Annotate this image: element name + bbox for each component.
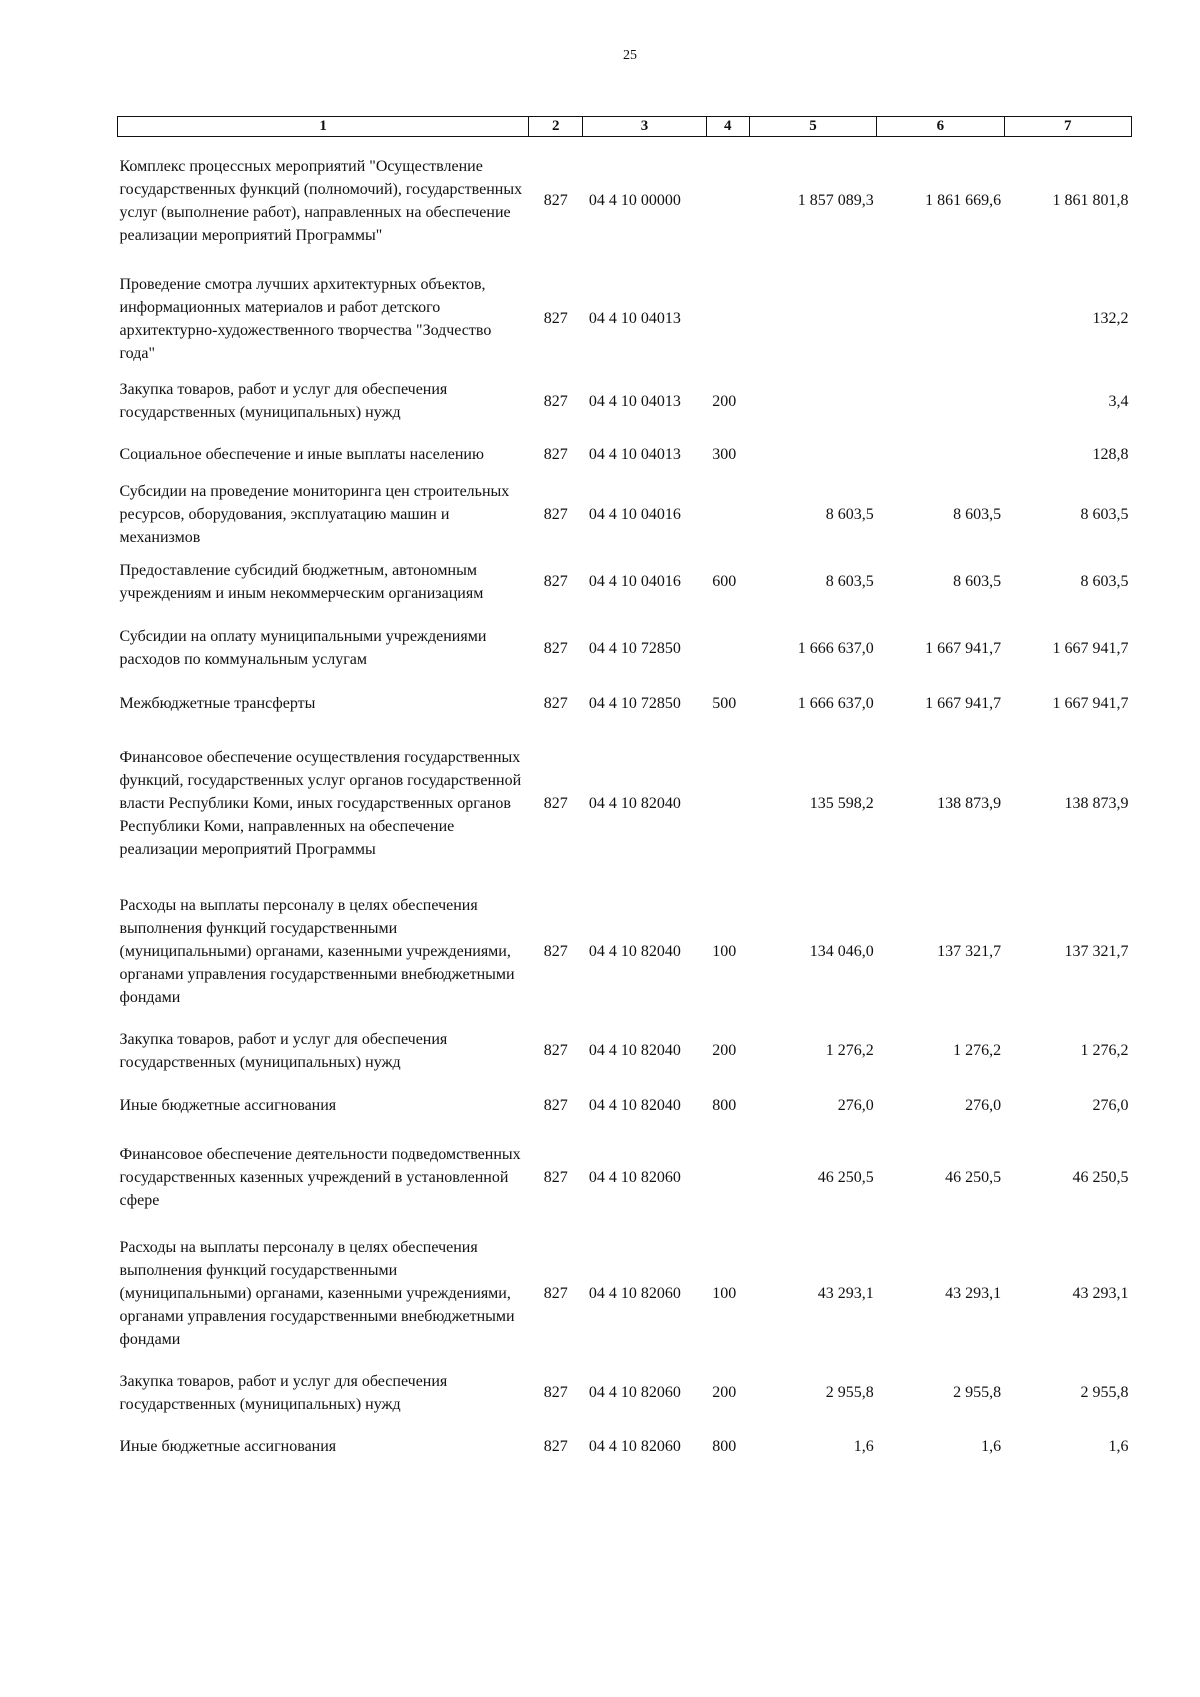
row-description: Субсидии на оплату муниципальными учреждениями расходов по коммунальным услугам [119, 628, 487, 668]
row-value-col7: 1 861 801,8 [1052, 192, 1129, 210]
row-description: Иные бюджетные ассигнования [119, 1097, 337, 1114]
row-value-col5: 1 276,2 [825, 1042, 874, 1059]
row-description: Расходы на выплаты персоналу в целях обеспечения выполнения функций государственными (муниципальными) органами, казенными учреждениями, органами управления государственными внебюджетными фондами [119, 897, 515, 1006]
column-header: 6 [877, 117, 1004, 137]
row-admin-code: 827 [543, 795, 568, 812]
row-value-col5: 135 598,2 [809, 795, 874, 812]
row-classification-code: 04 4 10 82040 [588, 1042, 681, 1059]
row-value-col7: 1 276,2 [1080, 1042, 1129, 1059]
row-expense-type: 800 [712, 1097, 737, 1114]
row-classification-code: 04 4 10 72850 [588, 639, 681, 657]
row-value-col6 [877, 265, 1004, 373]
table-row [118, 549, 1132, 615]
row-admin-code: 827 [543, 1384, 568, 1401]
row-value-col7: 8 603,5 [1080, 505, 1129, 523]
table-row [118, 265, 1132, 373]
row-value-col6: 8 603,5 [953, 573, 1002, 590]
row-value-col7: 1 667 941,7 [1052, 639, 1129, 657]
table-row [118, 1132, 1132, 1224]
table-row [118, 682, 1132, 726]
row-value-col7: 3,4 [1108, 392, 1129, 410]
row-classification-code: 04 4 10 82040 [588, 795, 681, 812]
row-value-col5: 43 293,1 [817, 1285, 874, 1302]
row-value-col6: 276,0 [965, 1097, 1002, 1114]
row-value-col5: 1 857 089,3 [797, 192, 874, 210]
row-value-col7: 138 873,9 [1064, 795, 1129, 812]
row-value-col6: 46 250,5 [945, 1169, 1002, 1186]
column-header: 1 [118, 117, 529, 137]
row-admin-code: 827 [543, 943, 568, 960]
row-admin-code: 827 [543, 1042, 568, 1059]
table-row [118, 1022, 1132, 1080]
column-header: 4 [706, 117, 749, 137]
row-description: Проведение смотра лучших архитектурных объектов, информационных материалов и работ детского архитектурно-художественного творчества "Зодчество года" [119, 275, 492, 362]
table-row [118, 1364, 1132, 1422]
row-admin-code: 827 [543, 695, 568, 712]
row-value-col7: 276,0 [1092, 1097, 1129, 1114]
row-classification-code: 04 4 10 00000 [588, 192, 681, 210]
row-expense-type: 200 [712, 1042, 737, 1059]
row-expense-type: 300 [712, 446, 737, 463]
row-admin-code: 827 [543, 310, 568, 327]
row-classification-code: 04 4 10 82040 [588, 943, 681, 960]
row-classification-code: 04 4 10 82060 [588, 1438, 681, 1455]
row-admin-code: 827 [543, 1169, 568, 1186]
table-row [118, 480, 1132, 549]
row-value-col6: 1,6 [981, 1438, 1002, 1455]
row-value-col5: 2 955,8 [825, 1384, 874, 1401]
row-value-col6: 1 667 941,7 [925, 639, 1002, 657]
row-classification-code: 04 4 10 82040 [588, 1097, 681, 1114]
budget-table [117, 116, 1132, 1472]
table-header-row [118, 117, 1132, 137]
row-description: Финансовое обеспечение осуществления государственных функций, государственных услуг органов государственной власти Республики Коми, иных государственных органов Республики Коми, направленных на обеспечение реализации мероприятий Программы [119, 749, 522, 858]
row-classification-code: 04 4 10 04013 [588, 446, 681, 463]
row-expense-type: 100 [712, 1285, 737, 1302]
column-header: 7 [1004, 117, 1131, 137]
row-expense-type [706, 480, 749, 549]
row-description: Межбюджетные трансферты [119, 695, 316, 712]
row-value-col5 [749, 265, 876, 373]
table-row [118, 726, 1132, 882]
row-value-col7: 1 667 941,7 [1052, 695, 1129, 712]
row-expense-type [706, 1132, 749, 1224]
row-expense-type [706, 615, 749, 682]
row-value-col5: 8 603,5 [825, 505, 874, 523]
row-value-col7: 46 250,5 [1072, 1169, 1129, 1186]
row-value-col7: 128,8 [1092, 446, 1129, 463]
row-admin-code: 827 [543, 1438, 568, 1455]
row-admin-code: 827 [543, 446, 568, 463]
table-row [118, 137, 1132, 265]
row-value-col6: 1 861 669,6 [925, 192, 1002, 210]
page-number: 25 [623, 48, 637, 63]
row-description: Закупка товаров, работ и услуг для обеспечения государственных (муниципальных) нужд [119, 1030, 448, 1071]
row-admin-code: 827 [543, 505, 568, 523]
row-value-col7: 137 321,7 [1064, 943, 1129, 960]
row-value-col7: 1,6 [1108, 1438, 1129, 1455]
table-row [118, 373, 1132, 430]
row-description: Субсидии на проведение мониторинга цен строительных ресурсов, оборудования, эксплуатацию машин и механизмов [119, 482, 510, 546]
row-description: Иные бюджетные ассигнования [119, 1438, 337, 1455]
table-row [118, 615, 1132, 682]
row-admin-code: 827 [543, 192, 568, 210]
row-value-col7: 8 603,5 [1080, 573, 1129, 590]
row-value-col5: 8 603,5 [825, 573, 874, 590]
row-value-col6: 8 603,5 [953, 505, 1002, 523]
row-classification-code: 04 4 10 82060 [588, 1384, 681, 1401]
row-description: Комплекс процессных мероприятий "Осуществление государственных функций (полномочий), государственных услуг (выполнение работ), направленных на обеспечение реализации мероприятий Программы" [119, 157, 523, 244]
row-expense-type: 100 [712, 943, 737, 960]
row-expense-type: 500 [712, 695, 737, 712]
row-classification-code: 04 4 10 04013 [588, 392, 681, 410]
column-header: 2 [529, 117, 583, 137]
table-row [118, 1422, 1132, 1472]
row-admin-code: 827 [543, 1285, 568, 1302]
row-expense-type [706, 265, 749, 373]
row-description: Закупка товаров, работ и услуг для обеспечения государственных (муниципальных) нужд [119, 1372, 448, 1413]
row-value-col5: 1 666 637,0 [797, 695, 874, 712]
row-value-col6 [877, 430, 1004, 480]
row-value-col6: 43 293,1 [945, 1285, 1002, 1302]
row-value-col5 [749, 373, 876, 430]
row-value-col5: 46 250,5 [817, 1169, 874, 1186]
row-description: Финансовое обеспечение деятельности подведомственных государственных казенных учреждений в установленной сфере [119, 1146, 521, 1209]
row-value-col7: 132,2 [1092, 310, 1129, 327]
row-classification-code: 04 4 10 04016 [588, 505, 681, 523]
row-value-col6: 138 873,9 [937, 795, 1002, 812]
row-admin-code: 827 [543, 392, 568, 410]
row-expense-type [706, 137, 749, 265]
row-value-col5: 134 046,0 [809, 943, 874, 960]
row-classification-code: 04 4 10 72850 [588, 695, 681, 712]
row-description: Социальное обеспечение и иные выплаты населению [119, 446, 484, 463]
row-classification-code: 04 4 10 82060 [588, 1169, 681, 1186]
row-value-col5: 1,6 [853, 1438, 874, 1455]
row-description: Расходы на выплаты персоналу в целях обеспечения выполнения функций государственными (муниципальными) органами, казенными учреждениями, органами управления государственными внебюджетными фондами [119, 1239, 515, 1348]
row-admin-code: 827 [543, 639, 568, 657]
row-value-col6: 1 276,2 [953, 1042, 1002, 1059]
column-header: 5 [749, 117, 876, 137]
row-description: Закупка товаров, работ и услуг для обеспечения государственных (муниципальных) нужд [119, 381, 448, 421]
table-row [118, 1080, 1132, 1132]
table-row [118, 430, 1132, 480]
row-classification-code: 04 4 10 04016 [588, 573, 681, 590]
row-expense-type: 800 [712, 1438, 737, 1455]
row-admin-code: 827 [543, 573, 568, 590]
row-value-col6: 2 955,8 [953, 1384, 1002, 1401]
table-body [118, 137, 1132, 1472]
column-header: 3 [583, 117, 706, 137]
row-expense-type: 200 [712, 392, 737, 410]
row-classification-code: 04 4 10 82060 [588, 1285, 681, 1302]
row-value-col6: 137 321,7 [937, 943, 1002, 960]
row-value-col7: 43 293,1 [1072, 1285, 1129, 1302]
row-expense-type: 200 [712, 1384, 737, 1401]
row-value-col5: 276,0 [837, 1097, 874, 1114]
row-value-col5: 1 666 637,0 [797, 639, 874, 657]
row-expense-type: 600 [712, 573, 737, 590]
table-row [118, 1224, 1132, 1364]
row-value-col6: 1 667 941,7 [925, 695, 1002, 712]
row-admin-code: 827 [543, 1097, 568, 1114]
row-value-col7: 2 955,8 [1080, 1384, 1129, 1401]
row-value-col5 [749, 430, 876, 480]
row-value-col6 [877, 373, 1004, 430]
table-row [118, 882, 1132, 1022]
row-description: Предоставление субсидий бюджетным, автономным учреждениям и иным некоммерческим организациям [119, 561, 484, 602]
row-classification-code: 04 4 10 04013 [588, 310, 681, 327]
row-expense-type [706, 726, 749, 882]
